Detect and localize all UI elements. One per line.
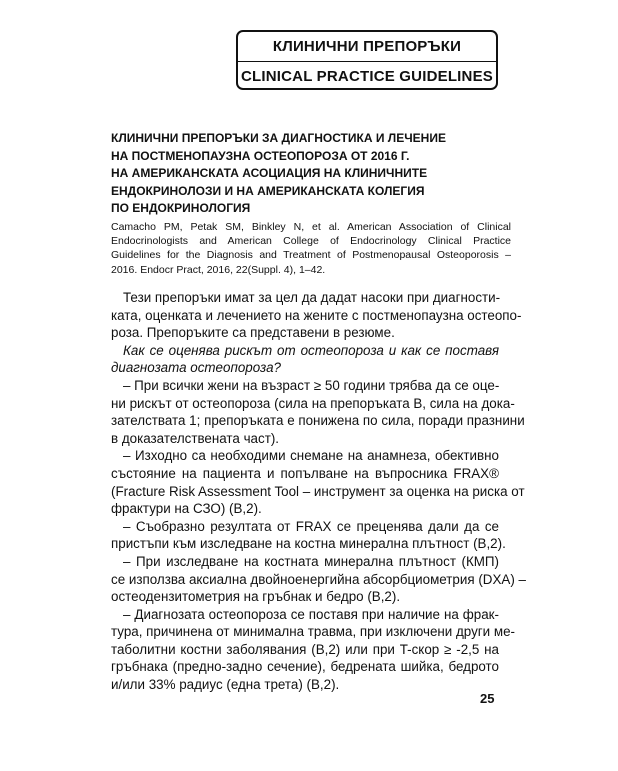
section-header-bg: КЛИНИЧНИ ПРЕПОРЪКИ: [272, 38, 462, 55]
body-line: ката, оценката и лечението на жените с постменопаузна остеопо-: [111, 307, 522, 323]
body-line: – Съобразно резултата от FRAX се преценява дали да се: [123, 518, 499, 534]
title-line: ПО ЕНДОКРИНОЛОГИЯ: [111, 201, 251, 215]
intro-paragraph: [111, 289, 522, 342]
recommendation-paragraph: [111, 377, 525, 447]
citation-line: 2016. Endocr Pract, 2016, 22(Suppl. 4), 1–42.: [111, 263, 326, 276]
body-line: тура, причинена от минимална травма, при изключени други ме-: [111, 624, 515, 640]
body-line: – Диагнозата остеопороза се поставя при наличие на фрак-: [123, 606, 499, 622]
body-line: остеодензитометрия на гръбнак и бедро (B,2).: [111, 589, 401, 605]
body-line: и/или 33% радиус (една трета) (B,2).: [111, 677, 340, 693]
body-line: Как се оценява рискът от остеопороза и как се поставя: [123, 342, 499, 358]
body-line: – При изследване на костната минерална плътност (КМП): [123, 553, 499, 569]
body-line: фрактури на СЗО) (B,2).: [111, 501, 262, 517]
body-line: състояние на пациента и попълване на въпросника FRAX®: [111, 465, 499, 481]
body-line: пристъпи към изследване на костна минерална плътност (B,2).: [111, 536, 506, 552]
body-line: роза. Препоръките са представени в резюме.: [111, 325, 395, 341]
title-line: НА АМЕРИКАНСКАТА АСОЦИАЦИЯ НА КЛИНИЧНИТЕ: [111, 166, 428, 180]
article-citation: [111, 220, 511, 277]
body-line: Тези препоръки имат за цел да дадат насоки при диагности-: [123, 290, 501, 305]
article-title: [111, 130, 511, 218]
body-line: диагнозата остеопороза?: [111, 360, 281, 376]
citation-line: Endocrinologists and American College of Endocrinology Clinical Practice: [111, 235, 511, 248]
section-header-en: CLINICAL PRACTICE GUIDELINES: [238, 61, 496, 91]
recommendation-paragraph: [111, 447, 525, 517]
recommendation-paragraph: [111, 606, 515, 694]
body-line: (Fracture Risk Assessment Tool – инструмент за оценка на риска от: [111, 483, 525, 499]
section-header: [236, 30, 498, 90]
citation-line: Guidelines for the Diagnosis and Treatment of Postmenopausal Osteoporosis –: [111, 249, 511, 262]
body-line: зателствата 1; препоръката е понижена по сила, поради празнини: [111, 413, 525, 429]
recommendation-paragraph: [111, 553, 526, 606]
article-body: [111, 289, 526, 694]
recommendation-paragraph: [111, 518, 506, 553]
title-line: КЛИНИЧНИ ПРЕПОРЪКИ ЗА ДИАГНОСТИКА И ЛЕЧЕНИЕ: [111, 131, 446, 145]
body-line: в доказателствената част).: [111, 430, 280, 446]
title-line: ЕНДОКРИНОЛОЗИ И НА АМЕРИКАНСКАТА КОЛЕГИЯ: [111, 183, 425, 198]
section-question: [111, 342, 499, 377]
body-line: ни рискът от остеопороза (сила на препоръката B, сила на дока-: [111, 395, 515, 411]
citation-line: Camacho PM, Petak SM, Binkley N, et al. American Association of Clinical: [111, 221, 511, 233]
page-number: 25: [480, 691, 495, 706]
body-line: се използва аксиална двойноенергийна абсорбциометрия (DXA) –: [111, 571, 526, 587]
body-line: гръбнака (предно-задно сечение), бедрената шийка, бедрото: [111, 659, 499, 675]
title-line: НА ПОСТМЕНОПАУЗНА ОСТЕОПОРОЗА ОТ 2016 Г.: [111, 148, 410, 163]
body-line: – Изходно са необходими снемане на анамнеза, обективно: [123, 448, 499, 464]
body-line: таболитни костни заболявания (B,2) или при T-скор ≥ -2,5 на: [111, 641, 499, 657]
body-line: – При всички жени на възраст ≥ 50 години трябва да се оце-: [123, 377, 500, 393]
